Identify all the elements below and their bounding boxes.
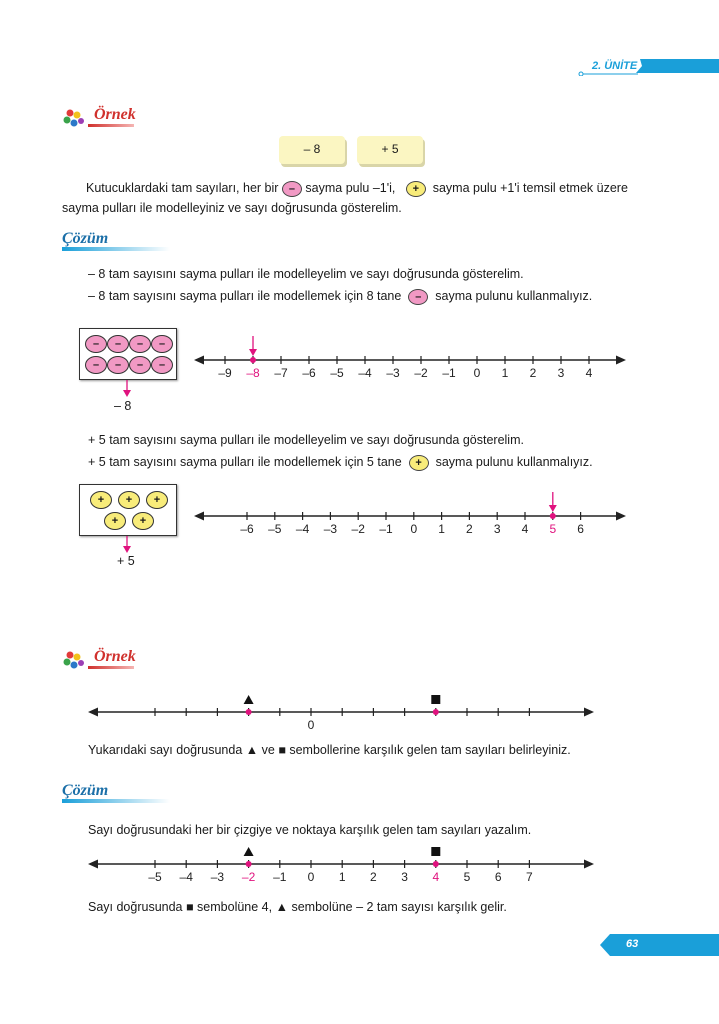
tick-label: 5 (549, 522, 557, 536)
solution-label: Çözüm (62, 782, 109, 799)
tick-label: 0 (473, 366, 481, 380)
tick-label: –6 (240, 522, 254, 536)
axis-arrow-right-icon (616, 356, 626, 365)
zero-label: 0 (307, 718, 315, 732)
example-label: Örnek (94, 106, 136, 123)
number-line-4 (86, 846, 596, 888)
example-icon (62, 108, 88, 130)
tick-label: 1 (338, 870, 346, 884)
marked-point (246, 709, 252, 715)
triangle-symbol-icon: ▲ (275, 900, 288, 914)
text-part: sembolüne 4, (197, 900, 273, 914)
neg-counter: – (107, 356, 129, 374)
tick-label: –3 (323, 522, 338, 536)
marked-point (246, 861, 252, 867)
tick-label: 4 (585, 366, 593, 380)
pos-counter: + (90, 491, 112, 509)
unit-tab (578, 59, 719, 76)
text-part: Sayı doğrusunda (88, 900, 183, 914)
example-icon (62, 650, 88, 672)
solution2-intro: Sayı doğrusundaki her bir çizgiye ve noktaya karşılık gelen tam sayıları yazalım. (88, 823, 532, 837)
text-part: ve (261, 743, 275, 757)
axis-arrow-left-icon (194, 512, 204, 521)
tick-label: 0 (307, 870, 315, 884)
tick-label: –6 (302, 366, 316, 380)
tick-label: –5 (268, 522, 282, 536)
tick-label: –3 (386, 366, 400, 380)
tick-label: –4 (295, 522, 310, 536)
number-line-1 (192, 332, 628, 382)
tick-label: –1 (379, 522, 393, 536)
page-number: 63 (626, 938, 639, 950)
neg-counter-icon: – (408, 289, 428, 305)
axis-arrow-left-icon (194, 356, 204, 365)
tick-label: –1 (442, 366, 456, 380)
tick-label: 2 (466, 522, 473, 536)
tick-label: 4 (432, 870, 440, 884)
axis-arrow-right-icon (584, 708, 594, 717)
example1-text-line1 (86, 180, 628, 197)
example2-question (88, 742, 571, 758)
axis-arrow-left-icon (88, 708, 98, 717)
tick-label: 3 (401, 870, 408, 884)
triangle-symbol-icon (244, 695, 254, 704)
text-part: sayma pulu –1'i, (305, 181, 396, 195)
example-underline (88, 666, 134, 669)
down-arrow-icon (121, 380, 133, 398)
solution2-answer (88, 899, 507, 915)
tick-label: –2 (414, 366, 428, 380)
neg-counter: – (85, 335, 107, 353)
tick-label: 4 (521, 522, 529, 536)
neg-counter: – (129, 356, 151, 374)
tick-label: –5 (148, 870, 162, 884)
text-part: sayma pulu +1'i temsil etmek üzere (432, 181, 628, 195)
neg-counter: – (107, 335, 129, 353)
page-tab-shape (600, 934, 719, 956)
pos-counter-icon: + (409, 455, 429, 471)
text-part: sayma pulunu kullanmalıyız. (435, 289, 593, 303)
tick-label: 7 (526, 870, 533, 884)
marked-point (433, 861, 439, 867)
tick-label: –4 (179, 870, 193, 884)
triangle-symbol-icon (244, 847, 254, 856)
solution-underline (62, 799, 170, 803)
tick-label: 6 (577, 522, 584, 536)
triangle-symbol-icon: ▲ (245, 743, 259, 757)
tick-label: 5 (463, 870, 471, 884)
value-box-neg8: – 8 (279, 136, 345, 164)
text-part: sembollerine karşılık gelen tam sayıları belirleyiniz. (289, 743, 571, 757)
tick-label: –5 (330, 366, 344, 380)
text-part: Yukarıdaki sayı doğrusunda (88, 743, 243, 757)
pointer-arrow-icon (249, 349, 257, 356)
square-symbol-icon (431, 847, 440, 856)
neg-counter: – (129, 335, 151, 353)
example1-text-line2: sayma pulları ile modelleyiniz ve sayı doğrusunda gösterelim. (62, 201, 402, 215)
unit-label: 2. ÜNİTE (592, 60, 638, 72)
pos-counter-icon: + (406, 181, 426, 197)
down-arrow-icon (121, 536, 133, 554)
tick-label: –2 (351, 522, 365, 536)
tick-label: 2 (529, 366, 537, 380)
text-part: sayma pulunu kullanmalıyız. (435, 455, 593, 469)
example-label: Örnek (94, 648, 136, 665)
tick-label: –8 (246, 366, 260, 380)
tick-label: –2 (241, 870, 256, 884)
marked-point (250, 357, 256, 363)
solution1-line4 (88, 454, 593, 471)
neg-counter-icon: – (282, 181, 302, 197)
tick-label: 1 (438, 522, 445, 536)
tick-label: –4 (358, 366, 372, 380)
marked-point (550, 513, 556, 519)
tick-label: 2 (370, 870, 377, 884)
solution1-line2 (88, 288, 592, 305)
solution-label: Çözüm (62, 230, 109, 247)
pos5-model-label: + 5 (117, 554, 135, 568)
number-line-2 (192, 488, 628, 538)
tick-label: –1 (273, 870, 287, 884)
solution1-line1: – 8 tam sayısını sayma pulları ile modelleyelim ve sayı doğrusunda gösterelim. (88, 267, 524, 281)
tick-label: 1 (501, 366, 509, 380)
pointer-arrow-icon (549, 505, 557, 512)
neg-counter: – (151, 335, 173, 353)
axis-arrow-left-icon (88, 860, 98, 869)
tick-label: 6 (494, 870, 502, 884)
tick-label: –3 (210, 870, 225, 884)
square-symbol-icon: ■ (186, 900, 194, 914)
tick-label: 0 (410, 522, 418, 536)
tick-label: –7 (274, 366, 288, 380)
pos-counter: + (118, 491, 140, 509)
pos-counter: + (132, 512, 154, 530)
marked-point (433, 709, 439, 715)
square-symbol-icon: ■ (278, 743, 286, 757)
value-box-pos5: + 5 (357, 136, 423, 164)
square-symbol-icon (431, 695, 440, 704)
pos-counter: + (146, 491, 168, 509)
neg-counter: – (151, 356, 173, 374)
axis-arrow-right-icon (616, 512, 626, 521)
number-line-3 (86, 694, 596, 734)
text-part: + 5 tam sayısını sayma pulları ile modellemek için 5 tane (88, 455, 402, 469)
pos5-counter-model (79, 484, 177, 536)
pos-counter: + (104, 512, 126, 530)
neg-counter: – (85, 356, 107, 374)
example-underline (88, 124, 134, 127)
solution-underline (62, 247, 170, 251)
text-part: sembolüne – 2 tam sayısı karşılık gelir. (291, 900, 507, 914)
neg8-model-label: – 8 (114, 399, 132, 413)
text-part: Kutucuklardaki tam sayıları, her bir (86, 181, 279, 195)
axis-arrow-right-icon (584, 860, 594, 869)
tick-label: –9 (218, 366, 232, 380)
page-number-tab (600, 934, 719, 956)
neg8-counter-model (79, 328, 177, 380)
text-part: – 8 tam sayısını sayma pulları ile modellemek için 8 tane (88, 289, 402, 303)
tick-label: 3 (493, 522, 501, 536)
tick-label: 3 (557, 366, 565, 380)
solution1-line3: + 5 tam sayısını sayma pulları ile modelleyelim ve sayı doğrusunda gösterelim. (88, 433, 524, 447)
